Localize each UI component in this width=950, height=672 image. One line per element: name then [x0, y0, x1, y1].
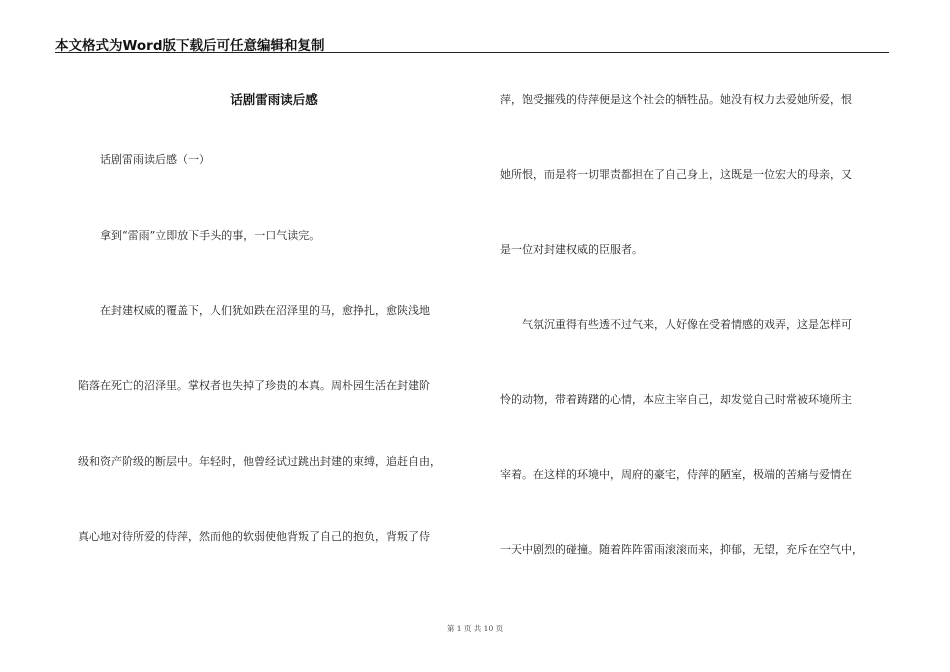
paragraph-line: 级和资产阶级的断层中。年轻时，他曾经试过跳出封建的束缚，追赶自由， — [78, 455, 441, 468]
document-title: 话剧雷雨读后感 — [230, 92, 318, 107]
paragraph-line: 气氛沉重得有些透不过气来，人好像在受着情感的戏弄，这是怎样可 — [522, 318, 852, 331]
paragraph-line: 拿到“雷雨”立即放下手头的事，一口气读完。 — [100, 229, 321, 242]
paragraph-line: 话剧雷雨读后感（一） — [100, 153, 210, 166]
paragraph-line: 是一位对封建权威的臣服者。 — [500, 243, 643, 256]
left-column — [78, 0, 470, 600]
paragraph-line: 宰着。在这样的环境中，周府的豪宅，侍萍的陋室，极端的苦痛与爱情在 — [500, 468, 852, 481]
paragraph-line: 一天中剧烈的碰撞。随着阵阵雷雨滚滚而来，抑郁，无望，充斥在空气中， — [500, 543, 863, 556]
paragraph-line: 萍，饱受摧残的侍萍便是这个社会的牺牲品。她没有权力去爱她所爱，恨 — [500, 93, 852, 106]
paragraph-line: 怜的动物，带着踌躇的心情，本应主宰自己，却发觉自己时常被环境所主 — [500, 393, 852, 406]
page-number: 第 1 页 共 10 页 — [446, 624, 504, 633]
paragraph-line: 她所恨，而是将一切罪责都担在了自己身上，这既是一位宏大的母亲，又 — [500, 168, 852, 181]
right-column — [500, 0, 892, 600]
paragraph-line: 陷落在死亡的沼泽里。掌权者也失掉了珍贵的本真。周朴园生活在封建阶 — [78, 379, 430, 392]
document-header: 本文格式为Word版下载后可任意编辑和复制 — [55, 38, 325, 54]
paragraph-line: 真心地对待所爱的侍萍，然而他的软弱使他背叛了自己的抱负，背叛了侍 — [78, 530, 430, 543]
paragraph-line: 在封建权威的覆盖下，人们犹如跌在沼泽里的马，愈挣扎，愈陕浅地 — [100, 304, 430, 317]
